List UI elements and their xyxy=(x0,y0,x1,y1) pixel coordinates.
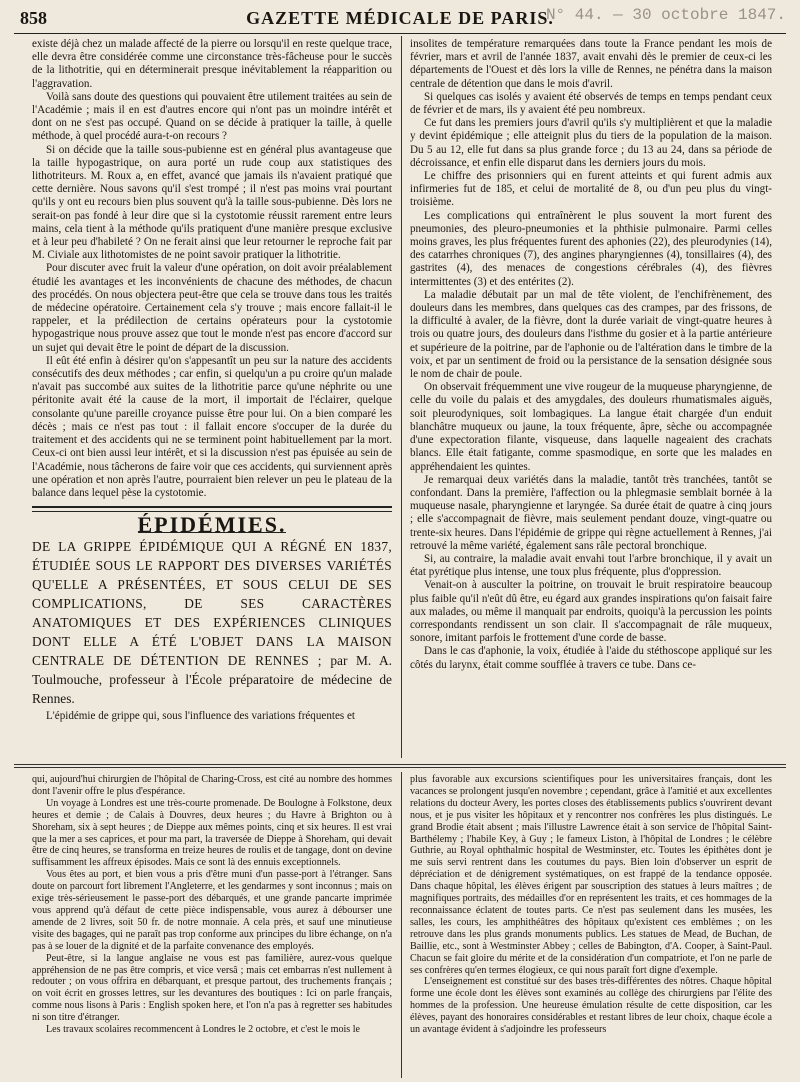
feuilleton-right-column xyxy=(410,774,772,1080)
feuilleton-rule-top xyxy=(14,764,786,765)
column-divider-lower xyxy=(401,772,402,1078)
paragraph: Voilà sans doute des questions qui pouvaient être utilement traitées au sein de l'Académie ; mais il en est d'autres encore qui n'ont pas un moindre intérêt et dont on ne s'est pas occupé. Quand on se décide à pratiquer la taille, à quelle méthode, à quel procédé aura-t-on recours ? xyxy=(32,90,392,143)
feuilleton-left-column xyxy=(32,774,392,1080)
section-title: ÉPIDÉMIES. xyxy=(137,512,287,538)
paragraph: L'enseignement est constitué sur des bases très-différentes des nôtres. Chaque hôpital forme une école dont les élèves sont examinés au collège des chirurgiens par l'élite des hommes de la profession. Une heureuse émulation résulte de cette disposition, car les élèves, payant des honoraires considérables et restant libres de leur choix, chaque école a un avantage évident à s'adjoindre les professeurs xyxy=(410,976,772,1036)
paragraph: Si, au contraire, la maladie avait envahi tout l'arbre bronchique, il y avait un état pyrétique plus intense, une toux plus fréquente, plus d'oppression. xyxy=(410,552,772,579)
paragraph: Ce fut dans les premiers jours d'avril qu'ils s'y multiplièrent et que la maladie y devint épidémique ; elle atteignit plus du tiers de la population de la maison. Du 5 au 12, elle fut dans sa plus grande force ; du 13 au 24, dans sa période de décroissance, et enfin elle disparut dans les derniers jours du mois. xyxy=(410,117,772,169)
page-number: 858 xyxy=(20,8,47,28)
paragraph: qui, aujourd'hui chirurgien de l'hôpital de Charing-Cross, est cité au nombre des hommes dont l'avenir offre le plus d'espérance. xyxy=(32,774,392,797)
issue-date-stamp: N° 44. — 30 octobre 1847. xyxy=(545,6,786,24)
paragraph: Dans le cas d'aphonie, la voix, étudiée à l'aide du stéthoscope appliqué sur les côtés du larynx, était comme soufflée à travers ce tube. Dans ce- xyxy=(410,645,772,671)
paragraph: Si quelques cas isolés y avaient été observés de temps en temps pendant ceux de février et de mars, ils y avaient été peu nombreux. xyxy=(410,90,772,117)
left-column xyxy=(32,38,392,758)
paragraph: L'épidémie de grippe qui, sous l'influence des variations fréquentes et xyxy=(46,710,355,723)
section-subtitle-caps: DE LA GRIPPE ÉPIDÉMIQUE QUI A RÉGNÉ EN 1837, ÉTUDIÉE SOUS LE RAPPORT DES DIVERSES VARIÉTÉS QU'ELLE A PRÉSENTÉES, ET SOUS CELUI DE SES COMPLICATIONS, DE SES CARACTÈRES ANATOMIQUES ET DES EXPÉRIENCES CLINIQUES DONT ELLE A ÉTÉ L'OBJET DANS LA MAISON CENTRALE DE DÉTENTION DE RENNES ; xyxy=(32,539,392,669)
paragraph: Je remarquai deux variétés dans la maladie, tantôt très tranchées, tantôt se confondant. Dans la première, l'affection ou la phlegmasie semblait bornée à la muqueuse nasale, pharyngienne et laryngée. Sa durée était de quatre à cinq jours ; elle s'accompagnait de fièvre, mais seulement pendant douze, vingt-quatre ou trente-six heures. Dans l'épidémie de grippe qui règne actuellement à Rennes, j'ai retrouvé la même variété, également sans râle pectoral bronchique. xyxy=(410,473,772,552)
column-divider-upper xyxy=(401,36,402,758)
paragraph: La maladie débutait par un mal de tête violent, de l'enchifrènement, des douleurs dans les membres, dans quelques cas des crampes, par des frissons, de la difficulté à avaler, de la fièvre, dont la durée variait de vingt-quatre heures à trois ou quatre jours, des douleurs dans l'isthme du gosier et à la partie antérieure et supérieure de la poitrine, par de l'aphonie ou de l'altération dans le timbre de la voix, et par un sentiment de froid ou la persistance de la sensation désignée sous le nom de chair de poule. xyxy=(410,288,772,381)
right-column xyxy=(410,38,772,758)
section-rule xyxy=(32,506,392,512)
page-header xyxy=(14,6,786,30)
paragraph: Il eût été enfin à désirer qu'on s'appesantît un peu sur la nature des accidents consécutifs des deux méthodes ; car enfin, si quelqu'un a pu croire qu'un malade n'avait pas succombé aux suites de la lithotritie parce qu'une néphrite ou une péritonite avait été la cause de la mort, il importait de l'éclairer, quelque consolante qu'une pareille croyance puisse être pour lui. On a bien comparé les décès ; mais ce n'est pas tout : il fallait encore s'occuper de la durée du traitement et des accidents qui ne se terminent point habituellement par la mort. Ceux-ci ont bien aussi leur intérêt, et si la discussion n'est pas épuisée au sein de l'Académie, nous tâcherons de faire voir que ces accidents, qui surviennent après une opération et non après l'autre, pourraient bien relever un peu le plateau de la balance dans lequel pèse la cystotomie. xyxy=(32,354,392,499)
paragraph: Peut-être, si la langue anglaise ne vous est pas familière, aurez-vous quelque appréhension de ne pas être compris, et vice versâ ; mais cet embarras n'est nullement à redouter ; on vous offrira en débarquant, et presque partout, des truchements français ; on voit écrit en grosses lettres, sur les devantures des boutiques : Ici on parle français, comme nous lisons à Paris : English spoken here, et l'on n'a pas à regretter ses habitudes ni son titre d'étranger. xyxy=(32,952,392,1024)
paragraph: Si on décide que la taille sous-pubienne est en général plus avantageuse que la taille hypogastrique, on aura porté un rude coup aux statistiques des lithotriteurs. M. Roux a, en effet, avancé que jamais ils n'avaient pratiqué que cette dernière. Nous savons qu'il s'est trompé ; il n'est pas moins vrai pourtant qu'ils y ont eu recours bien plus souvent qu'à la taille sous-pubienne. Dès lors ne serait-on pas fondé à leur dire que si la cystotomie réussit rarement entre leurs mains, cela tient à la méthode qu'ils pratiquent d'une manière presque exclusive et à leur peu d'habileté ? On ne ferait ainsi que leur retourner le reproche fait par M. Civiale aux lithotomistes de ne point savoir pratiquer la lithotritie. xyxy=(32,143,392,262)
paragraph: On observait fréquemment une vive rougeur de la muqueuse pharyngienne, de celle du voile du palais et des amygdales, des douleurs rhumatismales aiguës, soit pleurodyniques, soit lombagiques. La langue était chargée d'un enduit blanchâtre muqueux ou jaune, la toux fréquente, âpre, sèche ou accompagnée d'une expectoration filante, visqueuse, dans laquelle nageaient des crachats blancs. Elle était fatigante, comme spasmodique, en sorte que les malades en appréhendaient les quintes. xyxy=(410,381,772,473)
paragraph: Les complications qui entraînèrent le plus souvent la mort furent des pneumonies, des pleuro-pneumonies et la phthisie pulmonaire. Parmi celles moins graves, les plus fréquentes furent des aphonies (22), des pleurodynies (14), des catarrhes chroniques (7), des angines pharyngiennes (4), tonsillaires (4), des gastrites (4), des menaces de congestions cérébrales (4), des fièvres intermittentes (3) et des entérites (2). xyxy=(410,209,772,288)
running-title: GAZETTE MÉDICALE DE PARIS. xyxy=(246,8,554,28)
paragraph: Vous êtes au port, et bien vous a pris d'être muni d'un passe-port à l'étranger. Sans doute on parcourt fort librement l'Angleterre, et les gendarmes y sont inconnus ; mais on exige très-sérieusement le passe-port des débarqués, et une grande pancarte imprimée vous apprend qu'à défaut de cette pièce indispensable, vous aurez à débourser une amende de 2 livres, soit 50 fr. de notre monnaie. A cela près, et sauf une minutieuse visite des bagages, qui ne paraît pas trop conforme aux principes du libre échange, on n'a pas à se louer de la dignité et de la parfaite convenance des employés. xyxy=(32,869,392,952)
paragraph: plus favorable aux excursions scientifiques pour les universitaires français, dont les vacances se prolongent jusqu'en novembre ; cependant, grâce à l'amitié et aux excellentes relations du docteur Avery, les portes closes des établissements publics s'ouvrirent devant nous, et je pus visiter les hôpitaux et y rencontrer nos confrères les plus distingués. Le grand Brodie était absent ; mais l'illustre Lawrence était à son service de l'hôpital Saint-Barthélemy ; l'habile Key, à Guy ; le fameux Liston, à l'hôpital de Londres ; le célèbre Guthrie, au Royal ophthalmic hospital de Westminster, etc. Toutes les épithètes dont je me suis servi rentrent dans les coutumes du pays. Bien loin d'observer un esprit de dépréciation et de dénigrement systématiques, on est frappé de la tendance opposée. Dans chaque hôpital, les élèves érigent par souscription des statues à leurs maîtres ; de magnifiques portraits, des médailles d'or en représentent les traits, et ces hommages de la reconnaissance éclatent de toutes parts. Ce n'est pas seulement dans les musées, les salles, les cours, les amphithéâtres des hôpitaux qu'existent ces emblèmes ; on les retrouve dans les plus grands monuments publics. Les statues de Mead, de Buchan, de Baillie, etc., sont à Westminster Abbey ; celles de Babington, d'A. Cooper, à Saint-Paul. Chacun se fait gloire du mérite et de la considération d'un compatriote, et l'on ne parle de ses confrères qu'en termes élogieux, ce qui nous paraît fort digne d'exemple. xyxy=(410,774,772,976)
paragraph: Les travaux scolaires recommencent à Londres le 2 octobre, et c'est le mois le xyxy=(46,1024,361,1036)
section-subtitle-author: par M. A. Toulmouche, professeur à l'École préparatoire de médecine de Rennes. xyxy=(32,653,392,707)
paragraph: Pour discuter avec fruit la valeur d'une opération, on doit avoir préalablement étudié les avantages et les inconvénients de chacune des méthodes, de chacun des procédés. On nous objectera peut-être que cela se trouve dans tous les traités de médecine opératoire. Certainement cela s'y trouve ; mais encore fallait-il le rappeler, et la prédilection de certains opérateurs pour la cystotomie hypogastrique nous prouve assez que tout le monde n'est pas encore d'accord sur un sujet qui devait être le point de départ de la discussion. xyxy=(32,262,392,354)
feuilleton-rule-bottom xyxy=(14,767,786,768)
paragraph: existe déjà chez un malade affecté de la pierre ou lorsqu'il en reste quelque trace, elle devra être considérée comme une circonstance très-fâcheuse pour le succès de la lithotritie, qui en déterminerait presque inévitablement la réapparition ou l'aggravation. xyxy=(32,38,392,90)
section-subtitle xyxy=(32,537,392,708)
paragraph: Un voyage à Londres est une très-courte promenade. De Boulogne à Folkstone, deux heures et demie ; de Calais à Douvres, deux heures ; du Havre à Brighton ou à Shoreham, six à sept heures ; de Dieppe aux mêmes points, cinq et six heures. Il est vrai que la mer a ses caprices, et pour ma part, la traversée de Dieppe à Shoreham, qui devait être de cinq heures, se transforma en treize heures de roulis et de tangage, dont on devine suffisamment les affreux épisodes. Mais ce sont là des ennuis exceptionnels. xyxy=(32,797,392,869)
paragraph: insolites de température remarquées dans toute la France pendant les mois de février, mars et avril de l'année 1837, avait envahi dès le premier de ceux-ci les départements de l'Ouest et dès lors la ville de Rennes, ne pénétra dans la maison centrale de détention que dans le mois d'avril. xyxy=(410,38,772,90)
paragraph: Le chiffre des prisonniers qui en furent atteints et qui furent admis aux infirmeries fut de 185, et celui de mortalité de 8, ou d'un peu plus du vingt-troisième. xyxy=(410,170,772,209)
paragraph: Venait-on à ausculter la poitrine, on trouvait le bruit respiratoire beaucoup plus faible qu'il n'eût dû être, eu égard aux grandes inspirations qu'on faisait faire aux malades, ou même il manquait par endroits, quoiqu'à la percussion les points correspondants rendissent un son clair. Il s'accompagnait de râle muqueux, sonore, imitant parfois le frottement d'une corde de basse. xyxy=(410,579,772,645)
header-rule xyxy=(14,33,786,34)
